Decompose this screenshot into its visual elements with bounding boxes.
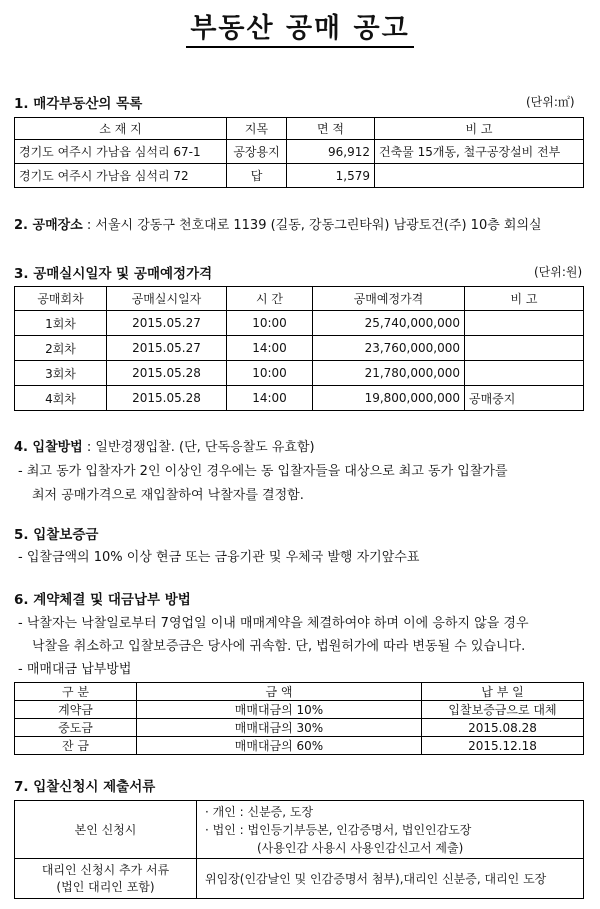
doc-label-line: 대리인 신청시 추가 서류 <box>41 862 170 877</box>
section-7-heading: 7. 입찰신청시 제출서류 <box>14 779 156 795</box>
payment-table <box>14 682 584 755</box>
column-header: 비 고 <box>465 287 584 311</box>
table-cell: 경기도 여주시 가남읍 심석리 72 <box>15 164 227 188</box>
table-row <box>15 336 584 361</box>
section-5-heading: 5. 입찰보증금 <box>14 527 99 543</box>
table-cell <box>465 336 584 361</box>
table-row <box>15 801 584 859</box>
table-cell <box>465 361 584 386</box>
table-cell: 2015.05.28 <box>107 386 227 411</box>
table-row <box>15 719 584 737</box>
table-cell: 본인 신청시 <box>15 801 197 859</box>
section-3-heading: 3. 공매실시일자 및 공매예정가격 <box>14 266 213 282</box>
table-cell: 10:00 <box>227 311 313 336</box>
column-header: 소 재 지 <box>15 118 227 140</box>
section-2-text: : 서울시 강동구 천호대로 1139 (길동, 강동그린타워) 남광토건(주) 10층 회의실 <box>86 218 542 233</box>
table-cell: 중도금 <box>15 719 137 737</box>
table-row <box>15 311 584 336</box>
column-header: 금 액 <box>137 683 422 701</box>
table-cell: 공매중지 <box>465 386 584 411</box>
table-cell: 10:00 <box>227 361 313 386</box>
table-header-row <box>15 683 584 701</box>
section-6-line-1: - 낙찰자는 낙찰일로부터 7영업일 이내 매매계약을 체결하여야 하며 이에 응하지 않을 경우 <box>18 616 529 631</box>
column-header: 면 적 <box>287 118 375 140</box>
table-cell: 14:00 <box>227 336 313 361</box>
doc-line: · 개인 : 신분증, 도장 <box>205 804 314 819</box>
property-list-table <box>14 117 584 188</box>
table-cell <box>375 164 584 188</box>
table-cell: 25,740,000,000 <box>313 311 465 336</box>
table-cell: 2회차 <box>15 336 107 361</box>
column-header: 비 고 <box>375 118 584 140</box>
documents-table <box>14 800 584 899</box>
section-2-heading: 2. 공매장소 <box>14 218 83 233</box>
table-cell: 2015.05.27 <box>107 311 227 336</box>
table-cell: 96,912 <box>287 140 375 164</box>
table-cell: 매매대금의 30% <box>137 719 422 737</box>
table-cell: 4회차 <box>15 386 107 411</box>
column-header: 구 분 <box>15 683 137 701</box>
column-header: 납 부 일 <box>422 683 584 701</box>
table-row <box>15 701 584 719</box>
table-cell <box>197 801 584 859</box>
table-cell: 2015.05.28 <box>107 361 227 386</box>
table-cell: 1회차 <box>15 311 107 336</box>
section-6-line-2: 낙찰을 취소하고 입찰보증금은 당사에 귀속함. 단, 법원허가에 따라 변동될 수 있습니다. <box>32 639 526 654</box>
table-cell: 답 <box>227 164 287 188</box>
table-cell: 1,579 <box>287 164 375 188</box>
table-cell: 경기도 여주시 가남읍 심석리 67-1 <box>15 140 227 164</box>
table-cell <box>15 859 197 899</box>
table-header-row <box>15 287 584 311</box>
section-4-text: : 일반경쟁입찰. (단, 단독응찰도 유효함) <box>86 440 315 455</box>
table-cell: 2015.12.18 <box>422 737 584 755</box>
table-cell: 23,760,000,000 <box>313 336 465 361</box>
column-header: 시 간 <box>227 287 313 311</box>
table-row <box>15 859 584 899</box>
section-5-line-1: - 입찰금액의 10% 이상 현금 또는 금융기관 및 우체국 발행 자기앞수표 <box>18 550 420 565</box>
section-3-unit: (단위:원) <box>534 265 583 279</box>
section-4-line-1: - 최고 동가 입찰자가 2인 이상인 경우에는 동 입찰자들을 대상으로 최고 동가 입찰가를 <box>18 464 508 479</box>
auction-schedule-table <box>14 286 584 411</box>
table-cell: 2015.08.28 <box>422 719 584 737</box>
table-cell: 21,780,000,000 <box>313 361 465 386</box>
table-cell: 잔 금 <box>15 737 137 755</box>
table-row <box>15 164 584 188</box>
table-cell: 매매대금의 10% <box>137 701 422 719</box>
section-4 <box>14 436 315 455</box>
table-cell: 입찰보증금으로 대체 <box>422 701 584 719</box>
section-2 <box>14 214 542 233</box>
table-row <box>15 140 584 164</box>
page-title: 부동산 공매 공고 <box>0 6 600 45</box>
column-header: 공매예정가격 <box>313 287 465 311</box>
doc-line: · 법인 : 법인등기부등본, 인감증명서, 법인인감도장 <box>205 822 472 837</box>
table-row <box>15 386 584 411</box>
column-header: 공매실시일자 <box>107 287 227 311</box>
table-cell: 건축물 15개동, 철구공장설비 전부 <box>375 140 584 164</box>
table-cell <box>465 311 584 336</box>
section-1-unit: (단위:㎡) <box>526 95 575 109</box>
section-4-line-2: 최저 공매가격으로 재입찰하여 낙찰자를 결정함. <box>32 488 304 503</box>
column-header: 공매회차 <box>15 287 107 311</box>
table-header-row <box>15 118 584 140</box>
table-cell: 2015.05.27 <box>107 336 227 361</box>
section-6-heading: 6. 계약체결 및 대금납부 방법 <box>14 592 191 608</box>
table-cell: 14:00 <box>227 386 313 411</box>
table-cell: 3회차 <box>15 361 107 386</box>
section-1-heading: 1. 매각부동산의 목록 <box>14 96 143 112</box>
section-4-heading: 4. 입찰방법 <box>14 440 83 455</box>
table-cell: 계약금 <box>15 701 137 719</box>
doc-line: (사용인감 사용시 사용인감신고서 제출) <box>257 840 464 855</box>
table-cell: 공장용지 <box>227 140 287 164</box>
section-6-line-3: - 매매대금 납부방법 <box>18 662 132 677</box>
table-row <box>15 737 584 755</box>
table-cell: 19,800,000,000 <box>313 386 465 411</box>
table-cell: 매매대금의 60% <box>137 737 422 755</box>
column-header: 지목 <box>227 118 287 140</box>
table-cell: 위임장(인감날인 및 인감증명서 첨부),대리인 신분증, 대리인 도장 <box>197 859 584 899</box>
doc-label-line: (법인 대리인 포함) <box>56 879 155 894</box>
table-row <box>15 361 584 386</box>
